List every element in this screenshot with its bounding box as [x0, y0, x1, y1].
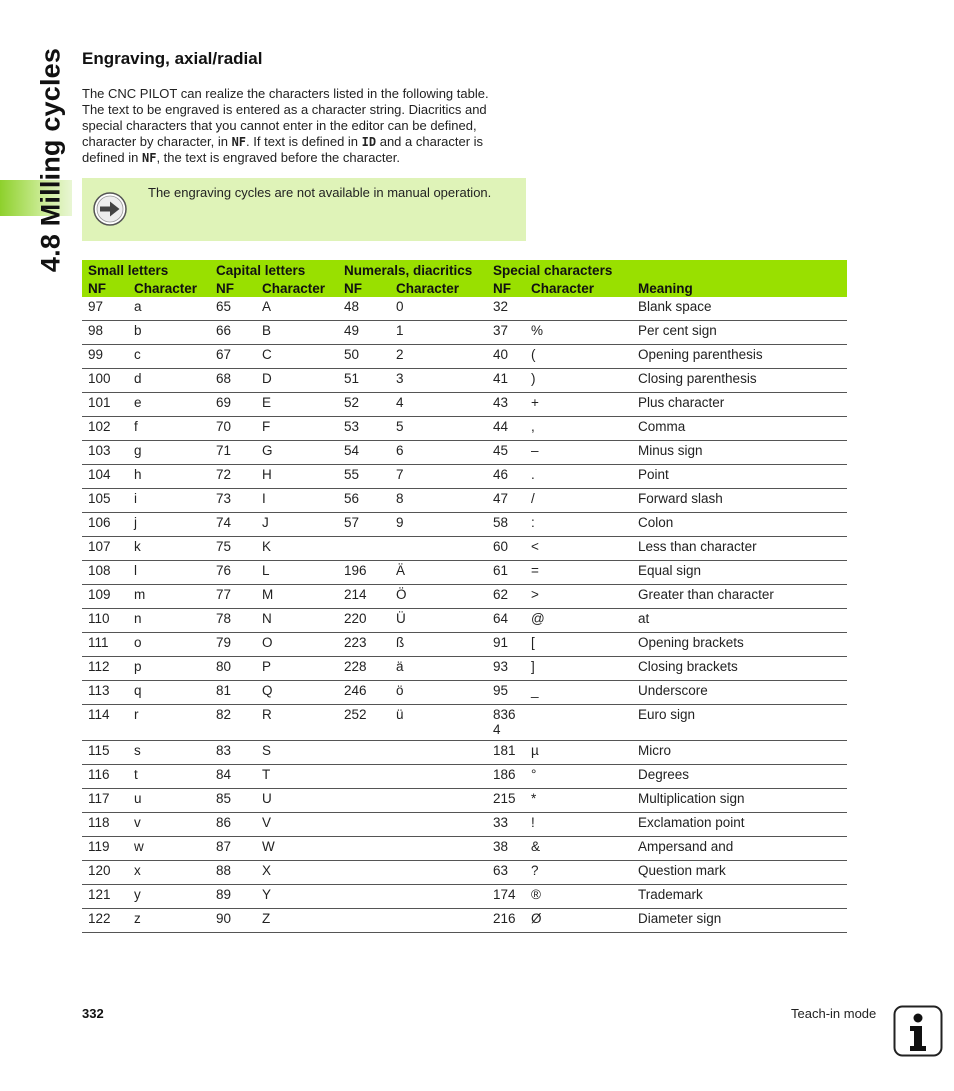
table-cell: T [256, 765, 338, 789]
table-cell: S [256, 741, 338, 765]
table-row [82, 813, 847, 837]
table-cell: J [256, 513, 338, 537]
table-cell: 82 [210, 705, 256, 741]
column-header: Character [256, 279, 338, 297]
table-cell: 64 [487, 609, 525, 633]
table-cell: 120 [82, 861, 128, 885]
table-cell: k [128, 537, 210, 561]
table-cell: 57 [338, 513, 390, 537]
table-cell: _ [525, 681, 632, 705]
table-cell: 106 [82, 513, 128, 537]
table-cell: 5 [390, 417, 487, 441]
table-cell: 44 [487, 417, 525, 441]
table-cell: 102 [82, 417, 128, 441]
table-cell: 8 [390, 489, 487, 513]
table-cell: 110 [82, 609, 128, 633]
table-cell: Euro sign [632, 705, 847, 741]
info-icon [893, 1005, 943, 1057]
table-cell: F [256, 417, 338, 441]
table-cell: Plus character [632, 393, 847, 417]
table-cell: Degrees [632, 765, 847, 789]
table-cell [390, 909, 487, 933]
table-cell: 56 [338, 489, 390, 513]
table-cell [390, 765, 487, 789]
table-cell: s [128, 741, 210, 765]
table-cell: ü [390, 705, 487, 741]
table-cell: 50 [338, 345, 390, 369]
table-cell: 69 [210, 393, 256, 417]
column-header: NF [82, 279, 128, 297]
table-cell: 111 [82, 633, 128, 657]
table-cell: 121 [82, 885, 128, 909]
table-row [82, 741, 847, 765]
table-row [82, 441, 847, 465]
table-cell [390, 837, 487, 861]
table-cell: Colon [632, 513, 847, 537]
table-cell: 81 [210, 681, 256, 705]
table-row [82, 885, 847, 909]
table-cell: * [525, 789, 632, 813]
table-row [82, 537, 847, 561]
code-id: ID [361, 135, 377, 149]
table-cell: & [525, 837, 632, 861]
table-cell: 80 [210, 657, 256, 681]
table-cell: 67 [210, 345, 256, 369]
table-cell: 181 [487, 741, 525, 765]
table-cell: 174 [487, 885, 525, 909]
table-cell: Opening brackets [632, 633, 847, 657]
table-cell: f [128, 417, 210, 441]
code-nf: NF [231, 135, 247, 149]
table-cell: 113 [82, 681, 128, 705]
table-cell: c [128, 345, 210, 369]
chapter-title: 4.8 Milling cycles [35, 47, 66, 273]
table-cell [338, 837, 390, 861]
table-cell: 88 [210, 861, 256, 885]
column-header: Character [525, 279, 632, 297]
table-cell: Ø [525, 909, 632, 933]
table-cell: 109 [82, 585, 128, 609]
table-cell: ® [525, 885, 632, 909]
table-cell: 51 [338, 369, 390, 393]
table-cell: E [256, 393, 338, 417]
table-cell [338, 741, 390, 765]
table-cell: Ö [390, 585, 487, 609]
table-cell: O [256, 633, 338, 657]
table-cell: 74 [210, 513, 256, 537]
intro-line: The text to be engraved is entered as a character string. Diacritics and [82, 102, 487, 117]
column-header: NF [487, 279, 525, 297]
table-row [82, 705, 847, 741]
table-cell: Ä [390, 561, 487, 585]
table-cell: 93 [487, 657, 525, 681]
table-cell: D [256, 369, 338, 393]
table-cell: ] [525, 657, 632, 681]
column-header: Character [128, 279, 210, 297]
table-cell: z [128, 909, 210, 933]
table-cell: + [525, 393, 632, 417]
table-cell: , [525, 417, 632, 441]
table-cell: v [128, 813, 210, 837]
table-row [82, 513, 847, 537]
table-cell: Closing brackets [632, 657, 847, 681]
table-row [82, 393, 847, 417]
table-cell: o [128, 633, 210, 657]
table-cell: 73 [210, 489, 256, 513]
table-cell: A [256, 297, 338, 321]
table-cell: 78 [210, 609, 256, 633]
table-cell: Equal sign [632, 561, 847, 585]
table-cell: 114 [82, 705, 128, 741]
table-cell: 58 [487, 513, 525, 537]
table-cell: P [256, 657, 338, 681]
table-cell [338, 789, 390, 813]
table-cell: h [128, 465, 210, 489]
table-cell: ? [525, 861, 632, 885]
table-cell: W [256, 837, 338, 861]
table-cell: 97 [82, 297, 128, 321]
table-cell: Less than character [632, 537, 847, 561]
table-cell: Greater than character [632, 585, 847, 609]
table-row [82, 681, 847, 705]
table-cell: r [128, 705, 210, 741]
table-cell: 84 [210, 765, 256, 789]
table-cell [338, 885, 390, 909]
table-row [82, 837, 847, 861]
table-cell: < [525, 537, 632, 561]
page-number: 332 [82, 1006, 104, 1021]
table-cell [390, 789, 487, 813]
table-cell: 48 [338, 297, 390, 321]
table-cell: 186 [487, 765, 525, 789]
table-cell: 52 [338, 393, 390, 417]
table-cell: % [525, 321, 632, 345]
table-row [82, 609, 847, 633]
table-cell: Q [256, 681, 338, 705]
table-cell: 46 [487, 465, 525, 489]
table-cell: @ [525, 609, 632, 633]
table-cell: 83 [210, 741, 256, 765]
table-cell: Ampersand and [632, 837, 847, 861]
table-cell: 54 [338, 441, 390, 465]
note-box [82, 178, 526, 241]
table-cell: 38 [487, 837, 525, 861]
table-cell: N [256, 609, 338, 633]
table-cell: Y [256, 885, 338, 909]
table-cell [390, 537, 487, 561]
footer-section: Teach-in mode [791, 1006, 877, 1021]
table-cell: Closing parenthesis [632, 369, 847, 393]
table-cell: 32 [487, 297, 525, 321]
table-cell: Point [632, 465, 847, 489]
table-cell: Per cent sign [632, 321, 847, 345]
table-row [82, 765, 847, 789]
table-cell: 60 [487, 537, 525, 561]
table-cell: 53 [338, 417, 390, 441]
note-text: The engraving cycles are not available in manual operation. [148, 185, 492, 200]
table-cell: 6 [390, 441, 487, 465]
table-cell [525, 297, 632, 321]
table-cell [338, 765, 390, 789]
table-cell: 95 [487, 681, 525, 705]
table-cell: 7 [390, 465, 487, 489]
table-cell: 40 [487, 345, 525, 369]
table-cell: 61 [487, 561, 525, 585]
table-cell: 90 [210, 909, 256, 933]
table-cell: at [632, 609, 847, 633]
table-cell: 86 [210, 813, 256, 837]
table-cell: 55 [338, 465, 390, 489]
table-body [82, 297, 847, 933]
table-cell: 62 [487, 585, 525, 609]
table-cell: V [256, 813, 338, 837]
table-cell: 85 [210, 789, 256, 813]
table-cell: 47 [487, 489, 525, 513]
table-cell: 66 [210, 321, 256, 345]
table-cell: l [128, 561, 210, 585]
table-cell: t [128, 765, 210, 789]
table-cell: ß [390, 633, 487, 657]
table-cell: 2 [390, 345, 487, 369]
table-cell: y [128, 885, 210, 909]
group-header: Capital letters [210, 260, 338, 279]
table-cell: L [256, 561, 338, 585]
table-cell: I [256, 489, 338, 513]
table-cell: 76 [210, 561, 256, 585]
table-cell [338, 909, 390, 933]
column-header: Meaning [632, 279, 847, 297]
table-cell: 104 [82, 465, 128, 489]
table-cell: Ü [390, 609, 487, 633]
table-cell: 89 [210, 885, 256, 909]
table-cell: 112 [82, 657, 128, 681]
table-cell: ! [525, 813, 632, 837]
table-cell: 65 [210, 297, 256, 321]
arrow-right-icon [93, 192, 127, 226]
table-cell: 100 [82, 369, 128, 393]
table-cell: 99 [82, 345, 128, 369]
table-cell: / [525, 489, 632, 513]
table-cell: d [128, 369, 210, 393]
table-cell: Minus sign [632, 441, 847, 465]
table-cell: K [256, 537, 338, 561]
table-cell: [ [525, 633, 632, 657]
table-cell: 228 [338, 657, 390, 681]
table-row [82, 297, 847, 321]
table-cell: Micro [632, 741, 847, 765]
table-cell: 49 [338, 321, 390, 345]
table-cell: 101 [82, 393, 128, 417]
table-cell: 87 [210, 837, 256, 861]
group-header: Special characters [487, 260, 847, 279]
table-cell: Blank space [632, 297, 847, 321]
table-cell: 216 [487, 909, 525, 933]
table-cell: 115 [82, 741, 128, 765]
table-row [82, 789, 847, 813]
table-cell: m [128, 585, 210, 609]
table-row [82, 861, 847, 885]
intro-paragraph [82, 86, 527, 166]
table-cell: 105 [82, 489, 128, 513]
table-row [82, 489, 847, 513]
table-cell: 119 [82, 837, 128, 861]
table-cell: B [256, 321, 338, 345]
table-row [82, 585, 847, 609]
table-cell: 4 [390, 393, 487, 417]
table-cell: 45 [487, 441, 525, 465]
table-cell: 91 [487, 633, 525, 657]
table-cell: 70 [210, 417, 256, 441]
table-cell: Comma [632, 417, 847, 441]
table-cell: q [128, 681, 210, 705]
table-cell [338, 861, 390, 885]
table-cell: 117 [82, 789, 128, 813]
table-cell: Question mark [632, 861, 847, 885]
table-cell [390, 741, 487, 765]
table-cell: 33 [487, 813, 525, 837]
table-cell: M [256, 585, 338, 609]
table-cell: 98 [82, 321, 128, 345]
table-row [82, 657, 847, 681]
table-cell: ä [390, 657, 487, 681]
table-cell: = [525, 561, 632, 585]
table-cell: Underscore [632, 681, 847, 705]
table-cell: 246 [338, 681, 390, 705]
table-cell: w [128, 837, 210, 861]
section-heading: Engraving, axial/radial [82, 49, 263, 68]
table-cell [390, 813, 487, 837]
table-cell: Exclamation point [632, 813, 847, 837]
table-cell: 9 [390, 513, 487, 537]
table-cell: 79 [210, 633, 256, 657]
table-cell: ö [390, 681, 487, 705]
column-header: Character [390, 279, 487, 297]
character-table [82, 260, 847, 933]
table-cell [338, 537, 390, 561]
table-cell: p [128, 657, 210, 681]
table-cell: – [525, 441, 632, 465]
table-cell: X [256, 861, 338, 885]
table-row [82, 633, 847, 657]
table-cell: 107 [82, 537, 128, 561]
table-cell: Z [256, 909, 338, 933]
table-cell: . [525, 465, 632, 489]
column-header: NF [338, 279, 390, 297]
table-cell: 214 [338, 585, 390, 609]
table-cell: H [256, 465, 338, 489]
table-cell: a [128, 297, 210, 321]
table-cell: Multiplication sign [632, 789, 847, 813]
table-cell [390, 885, 487, 909]
table-cell: U [256, 789, 338, 813]
intro-line: special characters that you cannot enter in the editor can be defined, [82, 118, 477, 133]
table-cell: 0 [390, 297, 487, 321]
table-cell: n [128, 609, 210, 633]
table-cell: 37 [487, 321, 525, 345]
table-cell: j [128, 513, 210, 537]
table-cell: 215 [487, 789, 525, 813]
table-cell: e [128, 393, 210, 417]
table-cell: 68 [210, 369, 256, 393]
table-cell: 116 [82, 765, 128, 789]
table-cell: 41 [487, 369, 525, 393]
table-cell: 122 [82, 909, 128, 933]
table-cell: 103 [82, 441, 128, 465]
table-cell: G [256, 441, 338, 465]
table-cell: 72 [210, 465, 256, 489]
table-cell: : [525, 513, 632, 537]
table-cell: Forward slash [632, 489, 847, 513]
table-cell: 118 [82, 813, 128, 837]
table-cell: 108 [82, 561, 128, 585]
group-header: Small letters [82, 260, 210, 279]
intro-line: . If text is defined in [246, 134, 362, 149]
table-cell: 252 [338, 705, 390, 741]
table-cell: Diameter sign [632, 909, 847, 933]
table-row [82, 417, 847, 441]
table-row [82, 369, 847, 393]
table-cell [525, 705, 632, 741]
table-cell: b [128, 321, 210, 345]
table-cell: µ [525, 741, 632, 765]
code-nf: NF [142, 151, 157, 165]
intro-line: The CNC PILOT can realize the characters listed in the following table. [82, 86, 489, 101]
table-cell: C [256, 345, 338, 369]
table-row [82, 321, 847, 345]
table-cell: 3 [390, 369, 487, 393]
table-cell: ( [525, 345, 632, 369]
intro-line: defined in [82, 150, 142, 165]
table-cell [390, 861, 487, 885]
column-header: NF [210, 279, 256, 297]
table-cell: 75 [210, 537, 256, 561]
table-cell: Opening parenthesis [632, 345, 847, 369]
table-cell: ) [525, 369, 632, 393]
table-row [82, 345, 847, 369]
table-row [82, 909, 847, 933]
table-cell: 71 [210, 441, 256, 465]
table-cell: > [525, 585, 632, 609]
table-cell [338, 813, 390, 837]
table-cell: 77 [210, 585, 256, 609]
table-row [82, 561, 847, 585]
table-cell: 1 [390, 321, 487, 345]
table-cell: u [128, 789, 210, 813]
intro-line: character by character, in [82, 134, 232, 149]
table-cell: Trademark [632, 885, 847, 909]
table-cell: 43 [487, 393, 525, 417]
table-cell: i [128, 489, 210, 513]
table-cell: 836 4 [487, 705, 525, 741]
table-cell: 196 [338, 561, 390, 585]
table-cell: 63 [487, 861, 525, 885]
intro-line: , the text is engraved before the character. [156, 150, 400, 165]
group-header: Numerals, diacritics [338, 260, 487, 279]
table-row [82, 465, 847, 489]
table-cell: 220 [338, 609, 390, 633]
table-cell: ° [525, 765, 632, 789]
table-cell: x [128, 861, 210, 885]
table-cell: 223 [338, 633, 390, 657]
table-cell: g [128, 441, 210, 465]
table-cell: R [256, 705, 338, 741]
intro-line: and a character is [376, 134, 484, 149]
